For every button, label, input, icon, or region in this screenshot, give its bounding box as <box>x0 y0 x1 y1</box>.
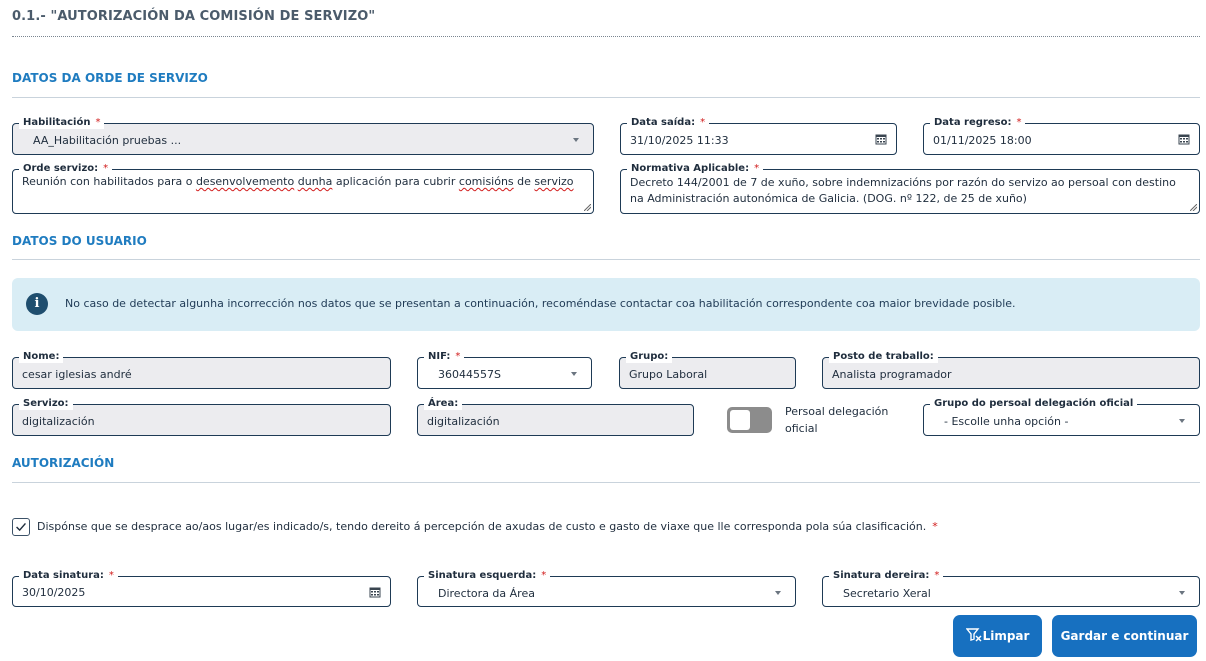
habilitacion-label: Habilitación * <box>19 117 104 129</box>
orde-servizo-textarea[interactable] <box>12 163 594 214</box>
chevron-down-icon <box>573 138 579 142</box>
posto-traballo-field[interactable] <box>822 351 1200 389</box>
normativa-label: Normativa Aplicable: * <box>627 163 763 175</box>
data-regreso-field[interactable] <box>923 117 1200 155</box>
data-sinatura-label: Data sinatura: * <box>19 570 118 582</box>
habilitacion-select[interactable] <box>12 117 594 155</box>
section-title-orde: DATOS DA ORDE DE SERVIZO <box>12 71 208 85</box>
data-saida-label: Data saída: * <box>627 117 709 129</box>
info-message: No caso de detectar algunha incorrección nos datos que se presentan a continuación, recoméndase contactar coa habilitación correspondente coa maior brevidade posible. <box>65 297 1016 310</box>
section-divider <box>12 259 1200 260</box>
checkmark-icon <box>13 519 29 535</box>
resize-handle-icon[interactable] <box>1190 204 1197 211</box>
autorizacion-text: Dispónse que se desprace ao/aos lugar/es indicado/s, tendo dereito á percepción de axudas de custo e gasto de viaxe que lle corresponda pola súa clasificación. * <box>37 520 938 533</box>
sinatura-esquerda-select[interactable] <box>417 570 796 607</box>
nome-field[interactable] <box>12 351 391 389</box>
title-divider <box>12 36 1200 37</box>
data-sinatura-field[interactable] <box>12 570 391 607</box>
data-saida-value: 31/10/2025 11:33 <box>630 134 729 147</box>
chevron-down-icon <box>775 591 781 595</box>
section-title-usuario: DATOS DO USUARIO <box>12 234 147 248</box>
persoal-delegacion-toggle[interactable] <box>727 407 772 433</box>
grupo-field[interactable] <box>619 351 796 389</box>
nome-label: Nome: <box>19 351 63 363</box>
section-divider <box>12 482 1200 483</box>
grupo-persoal-select[interactable] <box>923 398 1200 436</box>
toggle-knob <box>730 410 750 430</box>
posto-traballo-label: Posto de traballo: <box>829 351 938 363</box>
data-sinatura-value: 30/10/2025 <box>22 586 86 599</box>
clear-filter-icon <box>966 628 982 642</box>
area-label: Área: <box>424 398 462 410</box>
posto-traballo-value: Analista programador <box>832 368 952 381</box>
calendar-icon[interactable] <box>369 586 381 598</box>
calendar-icon[interactable] <box>875 133 887 145</box>
habilitacion-value: AA_Habilitación pruebas ... <box>33 134 182 147</box>
sinatura-dereira-select[interactable] <box>822 570 1200 607</box>
orde-servizo-label: Orde servizo: * <box>19 163 112 175</box>
normativa-value: Decreto 144/2001 de 7 de xuño, sobre indemnizacións por razón do servizo ao persoal con destino na Administración autonómica de Galicia. (DOG. nº 122, de 25 de xuño) <box>630 176 1176 205</box>
chevron-down-icon <box>571 372 577 376</box>
gardar-continuar-button[interactable]: Gardar e continuar <box>1052 615 1197 657</box>
grupo-persoal-label: Grupo do persoal delegación oficial <box>930 398 1137 410</box>
info-alert <box>12 278 1200 331</box>
persoal-delegacion-label: Persoal delegación oficial <box>785 405 889 435</box>
calendar-icon[interactable] <box>1178 133 1190 145</box>
data-saida-field[interactable] <box>620 117 897 155</box>
sinatura-esquerda-label: Sinatura esquerda: * <box>424 570 550 582</box>
grupo-persoal-placeholder: - Escolle unha opción - <box>944 415 1069 428</box>
info-icon: i <box>26 293 48 315</box>
limpar-button[interactable] <box>953 615 1042 657</box>
resize-handle-icon[interactable] <box>584 204 591 211</box>
page-title: 0.1.- "AUTORIZACIÓN DA COMISIÓN DE SERVIZO" <box>12 9 376 24</box>
nif-select[interactable] <box>417 351 592 389</box>
area-field[interactable] <box>417 398 694 436</box>
servizo-label: Servizo: <box>19 398 73 410</box>
data-regreso-value: 01/11/2025 18:00 <box>933 134 1032 147</box>
grupo-label: Grupo: <box>626 351 672 363</box>
sinatura-esquerda-value: Directora da Área <box>438 587 535 600</box>
servizo-field[interactable] <box>12 398 391 436</box>
section-title-autorizacion: AUTORIZACIÓN <box>12 456 115 470</box>
orde-servizo-value: Reunión con habilitados para o desenvolvemento dunha aplicación para cubrir comisións de servizo <box>22 175 574 188</box>
section-divider <box>12 97 1200 98</box>
sinatura-dereira-label: Sinatura dereira: * <box>829 570 943 582</box>
chevron-down-icon <box>1179 591 1185 595</box>
chevron-down-icon <box>1179 419 1185 423</box>
sinatura-dereira-value: Secretario Xeral <box>843 587 931 600</box>
nome-value: cesar iglesias andré <box>22 368 132 381</box>
normativa-textarea[interactable] <box>620 163 1200 214</box>
area-value: digitalización <box>427 415 500 428</box>
data-regreso-label: Data regreso: * <box>930 117 1025 129</box>
nif-value: 36044557S <box>438 368 501 381</box>
autorizacion-checkbox[interactable] <box>12 518 30 536</box>
servizo-value: digitalización <box>22 415 95 428</box>
limpar-label: Limpar <box>982 629 1030 643</box>
nif-label: NIF: * <box>424 351 464 363</box>
grupo-value: Grupo Laboral <box>629 368 708 381</box>
